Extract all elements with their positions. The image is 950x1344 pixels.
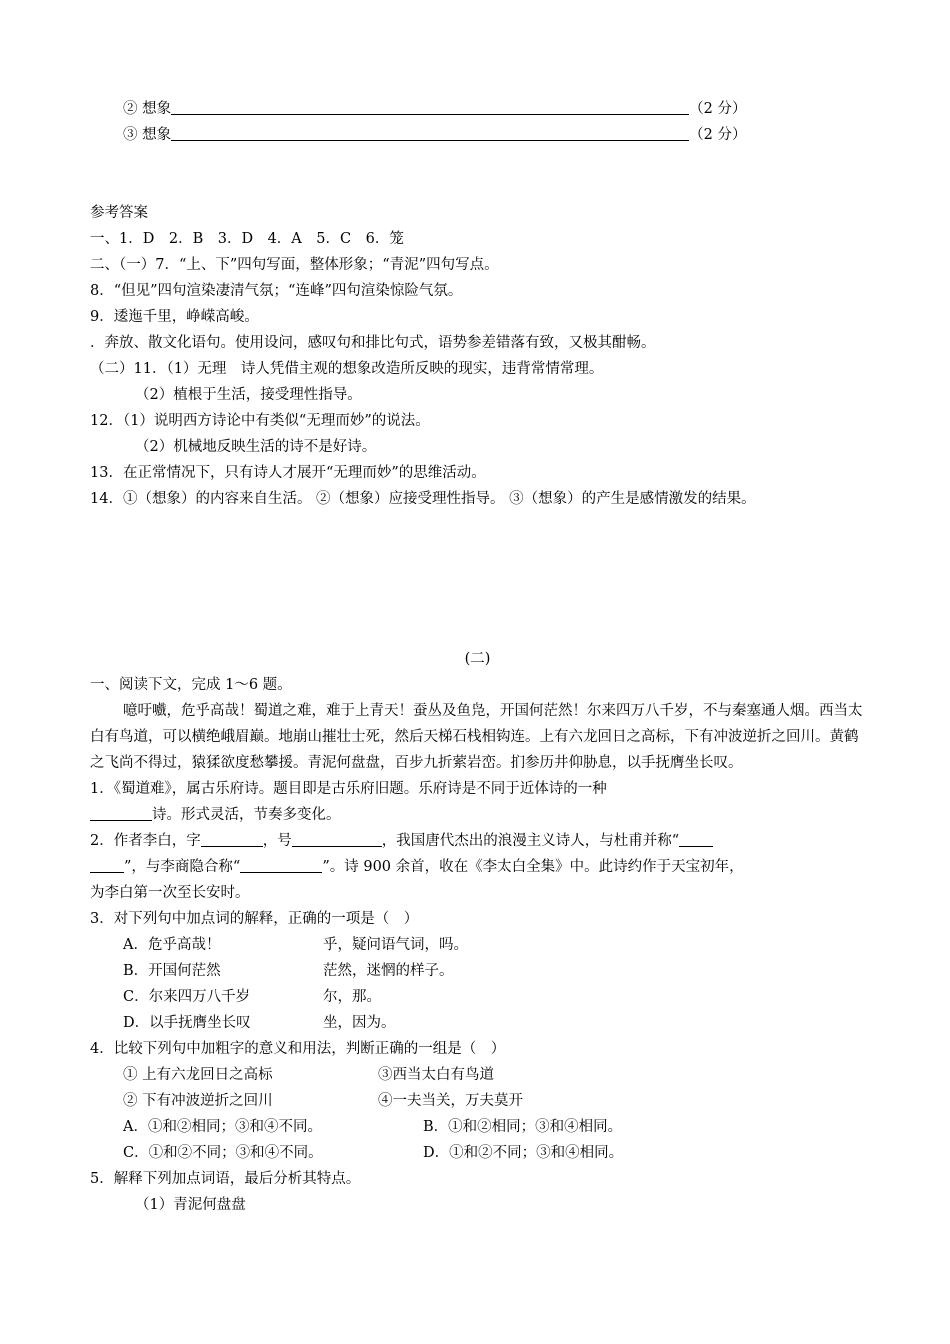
answer-line: 8．“但见”四句渲染凄清气氛；“连峰”四句渲染惊险气氛。 bbox=[90, 283, 463, 299]
question-3: 3．对下列句中加点词的解释，正确的一项是（ ） bbox=[90, 911, 419, 927]
fill-label: ② 想象 bbox=[123, 101, 172, 117]
answer-blank[interactable] bbox=[171, 124, 689, 141]
fill-line-2 bbox=[90, 96, 865, 122]
answer-line: （二）11．（1）无理 诗人凭借主观的想象改造所反映的现实，违背常情常理。 bbox=[90, 361, 604, 377]
question-text: ”，与李商隐合称“ bbox=[124, 859, 241, 875]
option-b[interactable]: B．①和②相同；③和④相同。 bbox=[423, 1119, 623, 1135]
answer-line: 二、（一）7．“上、下”四句写面，整体形象；“青泥”四句写点。 bbox=[90, 257, 499, 273]
answer-line: （2）机械地反映生活的诗不是好诗。 bbox=[135, 439, 377, 455]
question-1: 1．《蜀道难》，属古乐府诗。题目即是古乐府旧题。乐府诗是不同于近体诗的一种 bbox=[90, 781, 607, 797]
answer-blank[interactable] bbox=[90, 856, 124, 873]
option-text: B．开国何茫然 bbox=[123, 963, 221, 979]
sentence: ① 上有六龙回日之高标 bbox=[123, 1067, 273, 1083]
answer-line: （2）植根于生活，接受理性指导。 bbox=[135, 387, 362, 403]
option-c[interactable] bbox=[90, 984, 865, 1010]
q4-options bbox=[90, 1140, 865, 1166]
question-2-cont bbox=[90, 854, 865, 880]
option-a[interactable]: A．①和②相同；③和④不同。 bbox=[123, 1119, 322, 1135]
option-explain: 茫然，迷惘的样子。 bbox=[323, 963, 454, 979]
option-text: D．以手抚膺坐长叹 bbox=[123, 1015, 251, 1031]
section-heading: (二) bbox=[464, 651, 491, 667]
answer-line: 12．（1）说明西方诗论中有类似“无理而妙”的说法。 bbox=[90, 413, 430, 429]
option-b[interactable] bbox=[90, 958, 865, 984]
answer-blank[interactable] bbox=[171, 98, 689, 115]
answer-blank[interactable] bbox=[201, 830, 263, 847]
compare-sentences bbox=[90, 1088, 865, 1114]
fill-label: ③ 想象 bbox=[123, 127, 172, 143]
document-page bbox=[90, 96, 865, 1218]
answer-line: 13．在正常情况下，只有诗人才展开“无理而妙”的思维活动。 bbox=[90, 465, 486, 481]
answer-line: 14．①（想象）的内容来自生活。 ②（想象）应接受理性指导。 ③（想象）的产生是感情激发的结果。 bbox=[90, 491, 756, 507]
answer-line: 9．逶迤千里，峥嵘高峻。 bbox=[90, 309, 259, 325]
option-text: A．危乎高哉！ bbox=[123, 937, 221, 953]
answer-blank[interactable] bbox=[90, 804, 152, 821]
question-text: 诗。形式灵活，节奏多变化。 bbox=[152, 807, 341, 823]
option-explain: 乎，疑问语气词，吗。 bbox=[323, 937, 468, 953]
question-2 bbox=[90, 828, 865, 854]
option-c[interactable]: C．①和②不同；③和④不同。 bbox=[123, 1145, 323, 1161]
sentence: ④一夫当关，万夫莫开 bbox=[378, 1093, 523, 1109]
answer-blank[interactable] bbox=[240, 856, 322, 873]
score-label: （2 分） bbox=[689, 127, 747, 143]
sentence: ③西当太白有鸟道 bbox=[378, 1067, 494, 1083]
poem-passage: 噫吁嚱，危乎高哉！蜀道之难，难于上青天！蚕丛及鱼凫，开国何茫然！尔来四万八千岁，不与秦塞通人烟。西当太白有鸟道，可以横绝峨眉巅。地崩山摧壮士死，然后天梯石栈相钩连。上有六龙回日之高标，下有冲波逆折之回川。黄鹤之飞尚不得过，猿猱欲度愁攀援。青泥何盘盘，百步九折萦岩峦。扪参历井仰胁息，以手抚膺坐长叹。 bbox=[90, 703, 863, 771]
option-explain: 坐，因为。 bbox=[323, 1015, 396, 1031]
option-d[interactable] bbox=[90, 1010, 865, 1036]
answer-blank[interactable] bbox=[292, 830, 382, 847]
fill-line-3 bbox=[90, 122, 865, 148]
answer-blank[interactable] bbox=[679, 830, 713, 847]
question-text: ”。诗 900 余首，收在《李太白全集》中。此诗约作于天宝初年， bbox=[322, 859, 744, 875]
question-1-cont bbox=[90, 802, 865, 828]
question-5-item: （1）青泥何盘盘 bbox=[135, 1197, 246, 1213]
answers-title: 参考答案 bbox=[90, 205, 148, 221]
question-text: ，号 bbox=[262, 833, 292, 849]
option-d[interactable]: D．①和②不同；③和④相同。 bbox=[423, 1145, 624, 1161]
question-5: 5．解释下列加点词语，最后分析其特点。 bbox=[90, 1171, 361, 1187]
q4-options bbox=[90, 1114, 865, 1140]
question-2-cont: 为李白第一次至长安时。 bbox=[90, 885, 250, 901]
option-a[interactable] bbox=[90, 932, 865, 958]
question-text: ，我国唐代杰出的浪漫主义诗人，与杜甫并称“ bbox=[381, 833, 680, 849]
score-label: （2 分） bbox=[689, 101, 747, 117]
option-text: C．尔来四万八千岁 bbox=[123, 989, 251, 1005]
question-text: 2．作者李白，字 bbox=[90, 833, 201, 849]
question-4: 4．比较下列句中加粗字的意义和用法，判断正确的一组是（ ） bbox=[90, 1041, 506, 1057]
section-intro: 一、阅读下文，完成 1～6 题。 bbox=[90, 677, 292, 693]
option-explain: 尔，那。 bbox=[323, 989, 381, 1005]
answer-line: 一、1．D 2．B 3．D 4．A 5．C 6．笼 bbox=[90, 231, 404, 247]
answer-line: ．奔放、散文化语句。使用设问，感叹句和排比句式，语势参差错落有致，又极其酣畅。 bbox=[90, 335, 656, 351]
sentence: ② 下有冲波逆折之回川 bbox=[123, 1093, 273, 1109]
compare-sentences bbox=[90, 1062, 865, 1088]
